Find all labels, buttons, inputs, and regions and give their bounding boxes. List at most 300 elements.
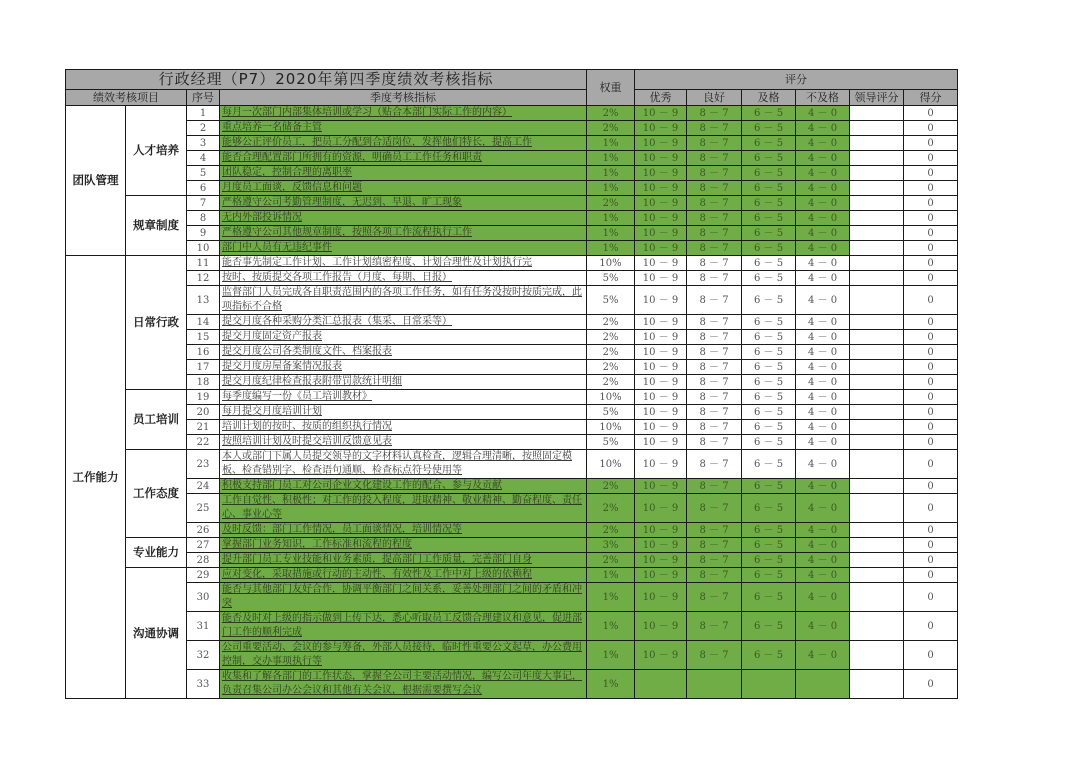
fail-range[interactable]: 4 － 0 <box>796 286 850 315</box>
leader-score-input[interactable] <box>850 360 904 375</box>
indicator-cell[interactable]: 提升部门员工专业技能和业务素质，提高部门工作质量，完善部门自身 <box>220 553 587 568</box>
pass-range[interactable]: 6 － 5 <box>742 450 796 479</box>
weight-cell[interactable]: 1% <box>587 641 635 670</box>
score-cell[interactable]: 0 <box>904 583 958 612</box>
leader-score-input[interactable] <box>850 181 904 196</box>
excellent-range[interactable]: 10 － 9 <box>635 538 687 553</box>
excellent-range[interactable]: 10 － 9 <box>635 360 687 375</box>
pass-range[interactable]: 6 － 5 <box>742 494 796 523</box>
indicator-cell[interactable]: 收集和了解各部门的工作状态，掌握全公司主要活动情况，编写公司年度大事记，负责召集公司办公会议和其他有关会议，根据需要撰写会议 <box>220 670 587 699</box>
leader-score-input[interactable] <box>850 256 904 271</box>
pass-range[interactable]: 6 － 5 <box>742 121 796 136</box>
excellent-range[interactable]: 10 － 9 <box>635 375 687 390</box>
score-cell[interactable]: 0 <box>904 479 958 494</box>
good-range[interactable]: 8 － 7 <box>687 226 742 241</box>
subcategory-label: 沟通协调 <box>126 568 187 699</box>
weight-cell[interactable]: 2% <box>587 345 635 360</box>
fail-range[interactable]: 4 － 0 <box>796 641 850 670</box>
score-cell[interactable]: 0 <box>904 136 958 151</box>
leader-score-input[interactable] <box>850 375 904 390</box>
excellent-range[interactable]: 10 － 9 <box>635 553 687 568</box>
score-cell[interactable]: 0 <box>904 345 958 360</box>
fail-range[interactable]: 4 － 0 <box>796 553 850 568</box>
leader-score-input[interactable] <box>850 420 904 435</box>
good-range[interactable]: 8 － 7 <box>687 181 742 196</box>
leader-score-input[interactable] <box>850 136 904 151</box>
score-cell[interactable]: 0 <box>904 494 958 523</box>
excellent-range[interactable]: 10 － 9 <box>635 241 687 256</box>
score-cell[interactable]: 0 <box>904 420 958 435</box>
fail-range[interactable]: 4 － 0 <box>796 256 850 271</box>
indicator-cell[interactable]: 部门中人员有无违纪事件 <box>220 241 587 256</box>
fail-range[interactable]: 4 － 0 <box>796 211 850 226</box>
seq-cell: 11 <box>187 256 220 271</box>
header-indicator: 季度考核指标 <box>220 90 587 106</box>
excellent-range[interactable]: 10 － 9 <box>635 211 687 226</box>
table-row <box>66 330 958 345</box>
excellent-range[interactable]: 10 － 9 <box>635 256 687 271</box>
leader-score-input[interactable] <box>850 315 904 330</box>
score-cell[interactable]: 0 <box>904 330 958 345</box>
good-range[interactable]: 8 － 7 <box>687 553 742 568</box>
excellent-range[interactable]: 10 － 9 <box>635 226 687 241</box>
leader-score-input[interactable] <box>850 271 904 286</box>
good-range[interactable]: 8 － 7 <box>687 450 742 479</box>
table-row <box>66 271 958 286</box>
fail-range[interactable]: 4 － 0 <box>796 538 850 553</box>
good-range[interactable]: 8 － 7 <box>687 405 742 420</box>
score-cell[interactable]: 0 <box>904 106 958 121</box>
excellent-range[interactable]: 10 － 9 <box>635 583 687 612</box>
leader-score-input[interactable] <box>850 226 904 241</box>
weight-cell[interactable]: 5% <box>587 435 635 450</box>
fail-range[interactable]: 4 － 0 <box>796 121 850 136</box>
leader-score-input[interactable] <box>850 196 904 211</box>
kpi-table <box>65 69 958 699</box>
seq-cell: 15 <box>187 330 220 345</box>
pass-range[interactable]: 6 － 5 <box>742 330 796 345</box>
fail-range[interactable]: 4 － 0 <box>796 315 850 330</box>
leader-score-input[interactable] <box>850 241 904 256</box>
leader-score-input[interactable] <box>850 553 904 568</box>
excellent-range[interactable]: 10 － 9 <box>635 151 687 166</box>
leader-score-input[interactable] <box>850 106 904 121</box>
score-cell[interactable]: 0 <box>904 450 958 479</box>
score-cell[interactable]: 0 <box>904 568 958 583</box>
weight-cell[interactable]: 5% <box>587 286 635 315</box>
fail-range[interactable]: 4 － 0 <box>796 181 850 196</box>
score-cell[interactable]: 0 <box>904 670 958 699</box>
weight-cell[interactable]: 10% <box>587 450 635 479</box>
fail-range[interactable]: 4 － 0 <box>796 435 850 450</box>
fail-range[interactable]: 4 － 0 <box>796 390 850 405</box>
indicator-cell[interactable]: 按照培训计划及时提交培训反馈意见表 <box>220 435 587 450</box>
good-range[interactable]: 8 － 7 <box>687 523 742 538</box>
leader-score-input[interactable] <box>850 405 904 420</box>
fail-range[interactable]: 4 － 0 <box>796 241 850 256</box>
score-cell[interactable]: 0 <box>904 538 958 553</box>
indicator-cell[interactable]: 能否事先制定工作计划、工作计划缜密程度、计划合理性及计划执行完 <box>220 256 587 271</box>
pass-range[interactable]: 6 － 5 <box>742 286 796 315</box>
weight-cell[interactable]: 1% <box>587 583 635 612</box>
table-row <box>66 121 958 136</box>
fail-range[interactable]: 4 － 0 <box>796 612 850 641</box>
good-range[interactable]: 8 － 7 <box>687 390 742 405</box>
indicator-cell[interactable]: 每月一次部门内部集体培训或学习（贴合本部门实际工作的内容） <box>220 106 587 121</box>
excellent-range[interactable]: 10 － 9 <box>635 181 687 196</box>
weight-cell[interactable]: 2% <box>587 375 635 390</box>
pass-range[interactable]: 6 － 5 <box>742 568 796 583</box>
indicator-cell[interactable]: 公司重要活动、会议的参与筹备，外部人员接待，临时性重要公文起草，办公费用控制，交办事项执行等 <box>220 641 587 670</box>
header-excellent: 优秀 <box>635 90 687 106</box>
weight-cell[interactable]: 1% <box>587 181 635 196</box>
pass-range[interactable]: 6 － 5 <box>742 345 796 360</box>
weight-cell[interactable]: 1% <box>587 670 635 699</box>
score-cell[interactable]: 0 <box>904 315 958 330</box>
weight-cell[interactable]: 1% <box>587 136 635 151</box>
pass-range[interactable]: 6 － 5 <box>742 211 796 226</box>
weight-cell[interactable]: 1% <box>587 166 635 181</box>
good-range[interactable]: 8 － 7 <box>687 479 742 494</box>
pass-range[interactable] <box>742 670 796 699</box>
pass-range[interactable]: 6 － 5 <box>742 271 796 286</box>
good-range[interactable]: 8 － 7 <box>687 612 742 641</box>
pass-range[interactable]: 6 － 5 <box>742 405 796 420</box>
fail-range[interactable]: 4 － 0 <box>796 360 850 375</box>
indicator-cell[interactable]: 每月提交月度培训计划 <box>220 405 587 420</box>
pass-range[interactable]: 6 － 5 <box>742 479 796 494</box>
weight-cell[interactable]: 10% <box>587 420 635 435</box>
fail-range[interactable]: 4 － 0 <box>796 568 850 583</box>
header-fail: 不及格 <box>796 90 850 106</box>
table-row <box>66 106 958 121</box>
leader-score-input[interactable] <box>850 330 904 345</box>
excellent-range[interactable]: 10 － 9 <box>635 390 687 405</box>
indicator-cell[interactable]: 培训计划的按时、按质的组织执行情况 <box>220 420 587 435</box>
table-row <box>66 583 958 612</box>
score-cell[interactable]: 0 <box>904 375 958 390</box>
good-range[interactable]: 8 － 7 <box>687 375 742 390</box>
indicator-cell[interactable]: 严格遵守公司考勤管理制度，无迟到、早退、旷工现象 <box>220 196 587 211</box>
indicator-cell[interactable]: 团队稳定，控制合理的离职率 <box>220 166 587 181</box>
fail-range[interactable]: 4 － 0 <box>796 479 850 494</box>
indicator-cell[interactable]: 积极支持部门员工对公司企业文化建设工作的配合、参与及贡献 <box>220 479 587 494</box>
leader-score-input[interactable] <box>850 211 904 226</box>
excellent-range[interactable]: 10 － 9 <box>635 405 687 420</box>
leader-score-input[interactable] <box>850 166 904 181</box>
excellent-range[interactable]: 10 － 9 <box>635 450 687 479</box>
fail-range[interactable]: 4 － 0 <box>796 523 850 538</box>
fail-range[interactable]: 4 － 0 <box>796 405 850 420</box>
good-range[interactable]: 8 － 7 <box>687 568 742 583</box>
leader-score-input[interactable] <box>850 583 904 612</box>
leader-score-input[interactable] <box>850 435 904 450</box>
pass-range[interactable]: 6 － 5 <box>742 315 796 330</box>
weight-cell[interactable]: 3% <box>587 538 635 553</box>
indicator-cell[interactable]: 及时反馈：部门工作情况，员工面谈情况，培训情况等 <box>220 523 587 538</box>
pass-range[interactable]: 6 － 5 <box>742 360 796 375</box>
leader-score-input[interactable] <box>850 538 904 553</box>
seq-cell: 7 <box>187 196 220 211</box>
weight-cell[interactable]: 10% <box>587 256 635 271</box>
leader-score-input[interactable] <box>850 479 904 494</box>
indicator-cell[interactable]: 提交月度公司各类制度文件、档案报表 <box>220 345 587 360</box>
weight-cell[interactable]: 2% <box>587 494 635 523</box>
weight-cell[interactable]: 1% <box>587 226 635 241</box>
leader-score-input[interactable] <box>850 568 904 583</box>
score-cell[interactable]: 0 <box>904 390 958 405</box>
score-cell[interactable]: 0 <box>904 181 958 196</box>
good-range[interactable]: 8 － 7 <box>687 166 742 181</box>
indicator-cell[interactable]: 掌握部门业务知识，工作标准和流程的程度 <box>220 538 587 553</box>
indicator-cell[interactable]: 能否及时对上级的指示做到上传下达，悉心听取员工反馈合理建议和意见，促进部门工作的顺利完成 <box>220 612 587 641</box>
good-range[interactable]: 8 － 7 <box>687 121 742 136</box>
fail-range[interactable]: 4 － 0 <box>796 136 850 151</box>
leader-score-input[interactable] <box>850 612 904 641</box>
excellent-range[interactable]: 10 － 9 <box>635 494 687 523</box>
weight-cell[interactable]: 2% <box>587 360 635 375</box>
excellent-range[interactable]: 10 － 9 <box>635 523 687 538</box>
score-cell[interactable]: 0 <box>904 256 958 271</box>
pass-range[interactable]: 6 － 5 <box>742 553 796 568</box>
score-cell[interactable]: 0 <box>904 553 958 568</box>
excellent-range[interactable]: 10 － 9 <box>635 136 687 151</box>
score-cell[interactable]: 0 <box>904 286 958 315</box>
indicator-cell[interactable]: 严格遵守公司其他规章制度，按照各项工作流程执行工作 <box>220 226 587 241</box>
fail-range[interactable]: 4 － 0 <box>796 271 850 286</box>
good-range[interactable]: 8 － 7 <box>687 196 742 211</box>
good-range[interactable]: 8 － 7 <box>687 106 742 121</box>
seq-cell: 4 <box>187 151 220 166</box>
excellent-range[interactable]: 10 － 9 <box>635 435 687 450</box>
pass-range[interactable]: 6 － 5 <box>742 390 796 405</box>
table-row <box>66 375 958 390</box>
weight-cell[interactable]: 2% <box>587 479 635 494</box>
score-cell[interactable]: 0 <box>904 271 958 286</box>
weight-cell[interactable]: 2% <box>587 196 635 211</box>
pass-range[interactable]: 6 － 5 <box>742 166 796 181</box>
fail-range[interactable]: 4 － 0 <box>796 226 850 241</box>
good-range[interactable]: 8 － 7 <box>687 345 742 360</box>
indicator-cell[interactable]: 能否合理配置部门所拥有的资源，明确员工工作任务和职责 <box>220 151 587 166</box>
weight-cell[interactable]: 5% <box>587 405 635 420</box>
table-row <box>66 390 958 405</box>
table-row <box>66 479 958 494</box>
good-range[interactable]: 8 － 7 <box>687 435 742 450</box>
indicator-cell[interactable]: 提交月度纪律检查报表附带罚款统计明细 <box>220 375 587 390</box>
weight-cell[interactable]: 1% <box>587 151 635 166</box>
seq-cell: 10 <box>187 241 220 256</box>
weight-cell[interactable]: 2% <box>587 330 635 345</box>
good-range[interactable]: 8 － 7 <box>687 271 742 286</box>
table-row <box>66 538 958 553</box>
good-range[interactable]: 8 － 7 <box>687 641 742 670</box>
pass-range[interactable]: 6 － 5 <box>742 181 796 196</box>
good-range[interactable]: 8 － 7 <box>687 420 742 435</box>
score-cell[interactable]: 0 <box>904 166 958 181</box>
pass-range[interactable]: 6 － 5 <box>742 375 796 390</box>
indicator-cell[interactable]: 无内外部投诉情况 <box>220 211 587 226</box>
pass-range[interactable]: 6 － 5 <box>742 612 796 641</box>
excellent-range[interactable]: 10 － 9 <box>635 345 687 360</box>
good-range[interactable]: 8 － 7 <box>687 286 742 315</box>
seq-cell: 5 <box>187 166 220 181</box>
fail-range[interactable]: 4 － 0 <box>796 106 850 121</box>
good-range[interactable]: 8 － 7 <box>687 494 742 523</box>
header-good: 良好 <box>687 90 742 106</box>
pass-range[interactable]: 6 － 5 <box>742 136 796 151</box>
leader-score-input[interactable] <box>850 390 904 405</box>
weight-cell[interactable]: 5% <box>587 271 635 286</box>
indicator-cell[interactable]: 能够公正评价员工，把员工分配到合适岗位，发挥他们特长，提高工作 <box>220 136 587 151</box>
weight-cell[interactable]: 2% <box>587 553 635 568</box>
score-cell[interactable]: 0 <box>904 360 958 375</box>
pass-range[interactable]: 6 － 5 <box>742 151 796 166</box>
pass-range[interactable]: 6 － 5 <box>742 538 796 553</box>
pass-range[interactable]: 6 － 5 <box>742 256 796 271</box>
good-range[interactable]: 8 － 7 <box>687 241 742 256</box>
leader-score-input[interactable] <box>850 345 904 360</box>
weight-cell[interactable]: 1% <box>587 241 635 256</box>
excellent-range[interactable]: 10 － 9 <box>635 166 687 181</box>
seq-cell: 17 <box>187 360 220 375</box>
pass-range[interactable]: 6 － 5 <box>742 420 796 435</box>
score-cell[interactable]: 0 <box>904 226 958 241</box>
header-project: 绩效考核项目 <box>66 90 187 106</box>
excellent-range[interactable] <box>635 670 687 699</box>
score-cell[interactable]: 0 <box>904 241 958 256</box>
indicator-cell[interactable]: 提交月度各种采购分类汇总报表（集采、日常采等） <box>220 315 587 330</box>
indicator-cell[interactable]: 重点培养一名储备主管 <box>220 121 587 136</box>
fail-range[interactable]: 4 － 0 <box>796 420 850 435</box>
excellent-range[interactable]: 10 － 9 <box>635 106 687 121</box>
indicator-cell[interactable]: 应对变化，采取措施或行动的主动性、有效性及工作中对上级的依赖程 <box>220 568 587 583</box>
seq-cell: 3 <box>187 136 220 151</box>
subcategory-label: 专业能力 <box>126 538 187 568</box>
indicator-cell[interactable]: 能否与其他部门友好合作，协调平衡部门之间关系，妥善处理部门之间的矛盾和冲突 <box>220 583 587 612</box>
excellent-range[interactable]: 10 － 9 <box>635 479 687 494</box>
excellent-range[interactable]: 10 － 9 <box>635 420 687 435</box>
score-cell[interactable]: 0 <box>904 405 958 420</box>
excellent-range[interactable]: 10 － 9 <box>635 568 687 583</box>
excellent-range[interactable]: 10 － 9 <box>635 330 687 345</box>
fail-range[interactable]: 4 － 0 <box>796 583 850 612</box>
indicator-cell[interactable]: 月度员工面谈，反馈信息和问题 <box>220 181 587 196</box>
header-rating: 评分 <box>635 70 958 90</box>
score-cell[interactable]: 0 <box>904 435 958 450</box>
excellent-range[interactable]: 10 － 9 <box>635 196 687 211</box>
score-cell[interactable]: 0 <box>904 641 958 670</box>
seq-cell: 24 <box>187 479 220 494</box>
score-cell[interactable]: 0 <box>904 121 958 136</box>
table-row <box>66 523 958 538</box>
weight-cell[interactable]: 2% <box>587 106 635 121</box>
fail-range[interactable]: 4 － 0 <box>796 196 850 211</box>
seq-cell: 31 <box>187 612 220 641</box>
excellent-range[interactable]: 10 － 9 <box>635 315 687 330</box>
indicator-cell[interactable]: 按时、按质提交各项工作报告（月度、每期、日报） <box>220 271 587 286</box>
weight-cell[interactable]: 1% <box>587 612 635 641</box>
weight-cell[interactable]: 2% <box>587 121 635 136</box>
leader-score-input[interactable] <box>850 121 904 136</box>
indicator-cell[interactable]: 本人或部门下属人员提交领导的文字材料认真检查，逻辑合理清晰，按照固定模板、检查错别字、检查语句通顺、检查标点符号使用等 <box>220 450 587 479</box>
pass-range[interactable]: 6 － 5 <box>742 583 796 612</box>
good-range[interactable] <box>687 670 742 699</box>
weight-cell[interactable]: 2% <box>587 315 635 330</box>
leader-score-input[interactable] <box>850 494 904 523</box>
table-row <box>66 211 958 226</box>
indicator-cell[interactable]: 监督部门人员完成各自职责范围内的各项工作任务，如有任务没按时按质完成，此项指标不合格 <box>220 286 587 315</box>
fail-range[interactable]: 4 － 0 <box>796 375 850 390</box>
pass-range[interactable]: 6 － 5 <box>742 241 796 256</box>
good-range[interactable]: 8 － 7 <box>687 360 742 375</box>
excellent-range[interactable]: 10 － 9 <box>635 641 687 670</box>
pass-range[interactable]: 6 － 5 <box>742 523 796 538</box>
indicator-cell[interactable]: 工作自觉性、积极性；对工作的投入程度，进取精神、敬业精神、勤奋程度、责任心、事业心等 <box>220 494 587 523</box>
fail-range[interactable]: 4 － 0 <box>796 151 850 166</box>
table-row <box>66 345 958 360</box>
table-row <box>66 315 958 330</box>
score-cell[interactable]: 0 <box>904 612 958 641</box>
good-range[interactable]: 8 － 7 <box>687 538 742 553</box>
pass-range[interactable]: 6 － 5 <box>742 106 796 121</box>
fail-range[interactable]: 4 － 0 <box>796 494 850 523</box>
weight-cell[interactable]: 1% <box>587 211 635 226</box>
leader-score-input[interactable] <box>850 450 904 479</box>
leader-score-input[interactable] <box>850 641 904 670</box>
excellent-range[interactable]: 10 － 9 <box>635 121 687 136</box>
good-range[interactable]: 8 － 7 <box>687 315 742 330</box>
excellent-range[interactable]: 10 － 9 <box>635 286 687 315</box>
score-cell[interactable]: 0 <box>904 151 958 166</box>
excellent-range[interactable]: 10 － 9 <box>635 612 687 641</box>
weight-cell[interactable]: 10% <box>587 390 635 405</box>
good-range[interactable]: 8 － 7 <box>687 256 742 271</box>
indicator-cell[interactable]: 提交月度固定资产报表 <box>220 330 587 345</box>
leader-score-input[interactable] <box>850 286 904 315</box>
good-range[interactable]: 8 － 7 <box>687 136 742 151</box>
pass-range[interactable]: 6 － 5 <box>742 226 796 241</box>
indicator-cell[interactable]: 提交月度房屋备案情况报表 <box>220 360 587 375</box>
leader-score-input[interactable] <box>850 523 904 538</box>
leader-score-input[interactable] <box>850 670 904 699</box>
weight-cell[interactable]: 2% <box>587 523 635 538</box>
fail-range[interactable]: 4 － 0 <box>796 166 850 181</box>
excellent-range[interactable]: 10 － 9 <box>635 271 687 286</box>
pass-range[interactable]: 6 － 5 <box>742 435 796 450</box>
fail-range[interactable]: 4 － 0 <box>796 450 850 479</box>
subcategory-label: 规章制度 <box>126 196 187 256</box>
fail-range[interactable]: 4 － 0 <box>796 330 850 345</box>
score-cell[interactable]: 0 <box>904 211 958 226</box>
score-cell[interactable]: 0 <box>904 523 958 538</box>
fail-range[interactable]: 4 － 0 <box>796 345 850 360</box>
pass-range[interactable]: 6 － 5 <box>742 196 796 211</box>
good-range[interactable]: 8 － 7 <box>687 211 742 226</box>
table-row <box>66 670 958 699</box>
seq-cell: 22 <box>187 435 220 450</box>
indicator-cell[interactable]: 每季度编写一份《员工培训教材》 <box>220 390 587 405</box>
good-range[interactable]: 8 － 7 <box>687 151 742 166</box>
table-row <box>66 286 958 315</box>
score-cell[interactable]: 0 <box>904 196 958 211</box>
weight-cell[interactable]: 1% <box>587 568 635 583</box>
fail-range[interactable] <box>796 670 850 699</box>
leader-score-input[interactable] <box>850 151 904 166</box>
pass-range[interactable]: 6 － 5 <box>742 641 796 670</box>
good-range[interactable]: 8 － 7 <box>687 330 742 345</box>
good-range[interactable]: 8 － 7 <box>687 583 742 612</box>
